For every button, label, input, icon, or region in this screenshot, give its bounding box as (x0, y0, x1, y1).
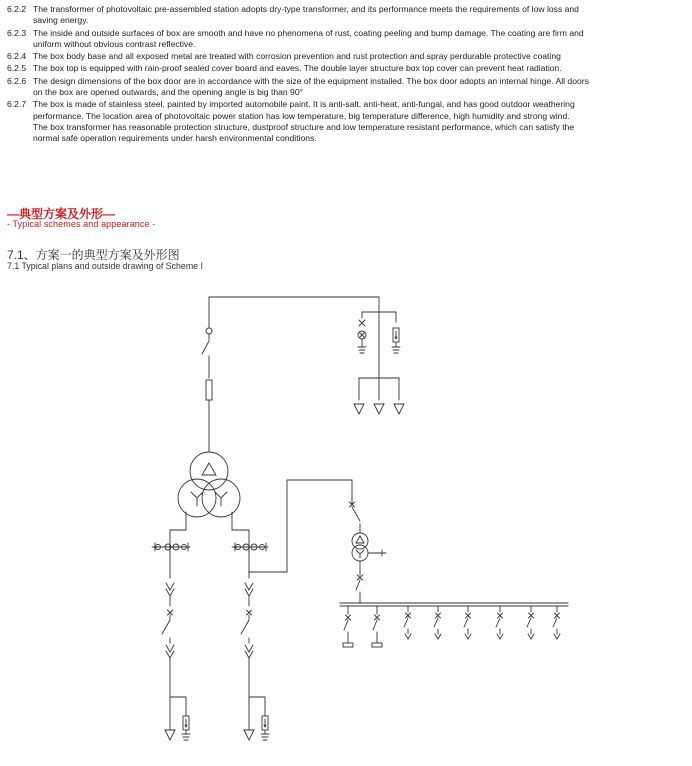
section-title-en: - Typical schemes and appearance - (7, 219, 156, 229)
lv-busbar (340, 603, 568, 606)
spec-line: normal safe operation requirements under harsh environmental conditions. (33, 133, 317, 144)
ground-icon (261, 730, 269, 740)
feeder-outlet (434, 606, 441, 639)
feeder-outlet (404, 606, 411, 639)
breaker-blade-icon (241, 620, 249, 634)
isolating-contact-icon (245, 583, 253, 596)
lv-branch-left (152, 512, 190, 740)
load-break-switch-icon (202, 341, 209, 354)
arrester-icon (165, 730, 175, 740)
feeder-outlet (464, 606, 471, 639)
arrester-icon (244, 730, 254, 740)
earth-switch-icon (206, 328, 212, 334)
terminal-block-icon (372, 643, 382, 647)
spec-line: uniform without obvious contrast reflective. (33, 39, 196, 50)
feeder-outlet (553, 606, 560, 639)
switch-blade-icon (352, 507, 360, 521)
feeder-with-terminal (372, 606, 382, 647)
spec-item-6-2-7 (7, 99, 687, 145)
spec-line: The transformer of photovoltaic pre-assembled station adopts dry-type transformer, and its performance meets the requirements of low loss and (33, 4, 579, 14)
switch-blade-icon (356, 580, 360, 590)
feeder-with-terminal (343, 606, 353, 647)
isolating-contact-icon (166, 583, 174, 596)
spec-line: performance. The location area of photovoltaic power station has low temperature, big temperature difference, high humidity and strong wind. (33, 110, 570, 121)
spec-line: The box is made of stainless steel, painted by imported automobile paint. It is anti-salt, anti-heat, anti-fungal, and has good outdoor weathering (33, 99, 575, 110)
breaker-blade-icon (162, 620, 170, 634)
incoming-switch (202, 328, 212, 452)
fuse-icon (206, 380, 212, 400)
plan-title-en: 7.1 Typical plans and outside drawing of Scheme I (7, 261, 203, 271)
plan-title-cn: 7.1、方案一的典型方案及外形图 (7, 248, 180, 262)
aux-transformer-feeder (350, 502, 387, 603)
spec-list (7, 4, 687, 146)
wye-winding-icon (215, 492, 227, 506)
ground-icon (182, 730, 190, 740)
spec-item-6-2-4 (7, 51, 687, 62)
spec-number: 6.2.3 (7, 27, 27, 38)
spec-line: The box top is equipped with rain-proof sealed cover board and eaves. The double layer structure box top cover can prevent heat radiation. (33, 63, 562, 74)
ground-icon (358, 339, 366, 353)
outgoing-feeders (343, 606, 560, 647)
spec-line: The inside and outside surfaces of box are smooth and have no phenomena of rust, coating peeling and bump damage. The coating are firm and (33, 27, 584, 38)
spec-line: saving energy. (33, 15, 89, 26)
breaker-cross-icon (168, 610, 173, 615)
spec-item-6-2-2 (7, 4, 687, 27)
spec-number: 6.2.4 (7, 51, 27, 62)
feeder-outlet (527, 606, 534, 639)
pt-arrester-group (354, 312, 404, 414)
top-feeder (209, 297, 379, 328)
single-line-diagram (0, 280, 692, 766)
transformer-icon (178, 452, 240, 517)
isolating-contact-icon (166, 645, 174, 658)
spec-item-6-2-6 (7, 76, 687, 99)
spec-line: The design dimensions of the box door are in accordance with the size of the equipment installed. The box door adopts an internal hinge. All doors (33, 75, 589, 86)
spec-item-6-2-5 (7, 63, 687, 74)
spec-line: on the box are opened outwards, and the opening angle is big than 90° (33, 87, 304, 98)
spec-line: The box transformer has reasonable protection structure, dustproof structure and low temperature resistant performance, which can satisfy the (33, 122, 575, 133)
spec-number: 6.2.7 (7, 99, 27, 110)
spec-number: 6.2.5 (7, 63, 27, 74)
spec-line: The box body base and all exposed metal are treated with corrosion prevention and rust protection and spray perdurable protective coating (33, 51, 561, 62)
spec-number: 6.2.2 (7, 4, 27, 14)
arrester-icon (374, 404, 384, 414)
lv-branch-right (232, 480, 352, 740)
section-title-cn: —典型方案及外形— (7, 207, 116, 221)
arrester-icon (354, 404, 364, 414)
wye-winding-icon (191, 492, 203, 506)
delta-winding-icon (202, 463, 216, 475)
arrester-icon (394, 404, 404, 414)
breaker-cross-icon (247, 610, 252, 615)
terminal-block-icon (343, 643, 353, 647)
feeder-outlet (496, 606, 503, 639)
isolating-contact-icon (245, 645, 253, 658)
spec-number: 6.2.6 (7, 75, 27, 86)
spec-item-6-2-3 (7, 28, 687, 51)
